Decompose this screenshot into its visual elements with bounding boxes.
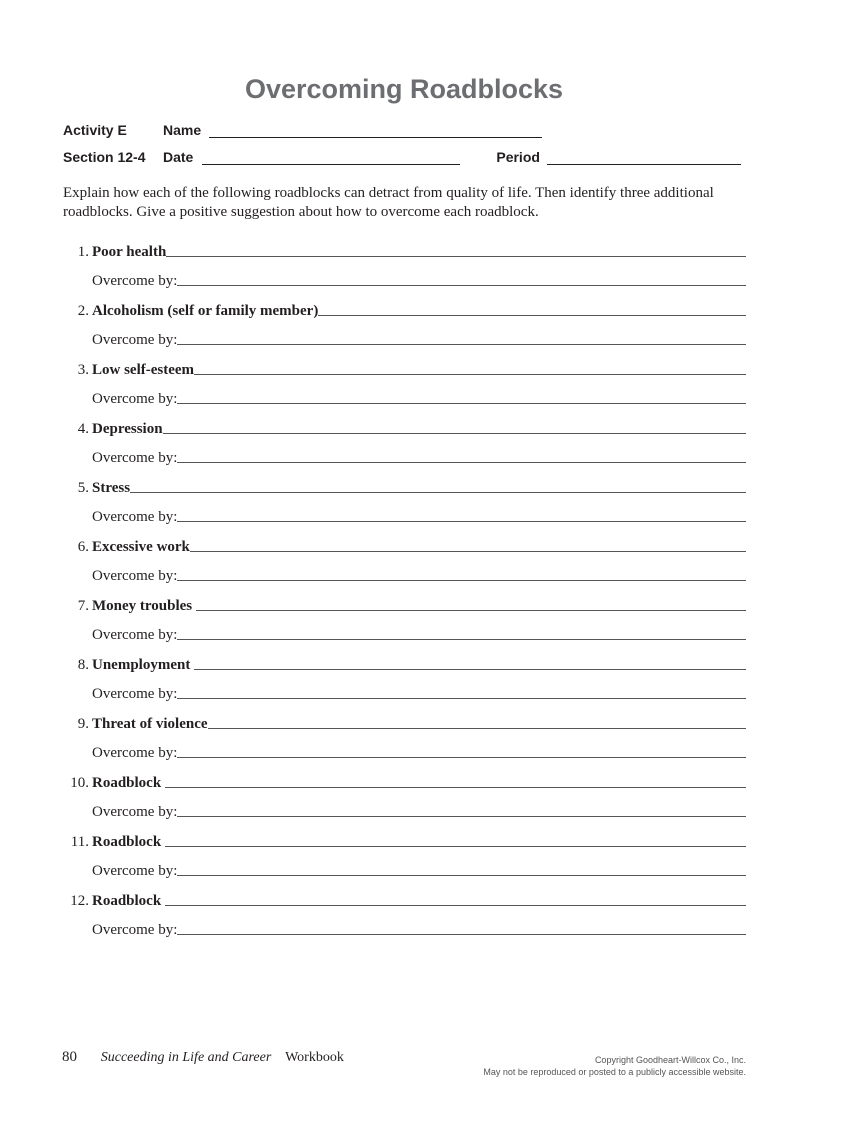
overcome-label: Overcome by: [92,509,178,525]
overcome-answer-line[interactable] [177,757,746,758]
overcome-label: Overcome by: [92,450,178,466]
roadblock-label: Poor health [92,243,167,260]
item-number: 10. [70,774,89,791]
overcome-row [63,674,746,704]
roadblock-answer-line[interactable] [194,374,746,375]
overcome-answer-line[interactable] [177,285,746,286]
roadblock-label: Unemployment [92,656,195,673]
roadblock-item [63,526,746,556]
overcome-label: Overcome by: [92,863,178,879]
roadblock-item [63,231,746,261]
roadblock-label: Money troubles [92,597,196,614]
item-number: 5. [77,479,89,496]
item-number: 2. [77,302,89,319]
roadblock-item [63,290,746,320]
roadblock-item [63,349,746,379]
roadblock-item [63,585,746,615]
roadblock-answer-line[interactable] [208,728,746,729]
roadblock-answer-line[interactable] [165,787,746,788]
overcome-label: Overcome by: [92,568,178,584]
overcome-label: Overcome by: [92,804,178,820]
overcome-answer-line[interactable] [177,816,746,817]
overcome-row [63,438,746,468]
overcome-row [63,261,746,291]
overcome-label: Overcome by: [92,391,178,407]
overcome-label: Overcome by: [92,686,178,702]
workbook-label: Workbook [285,1050,344,1065]
item-number: 11. [70,833,89,850]
roadblock-item [63,703,746,733]
item-number: 3. [77,361,89,378]
overcome-row [63,792,746,822]
roadblock-label: Roadblock [92,774,165,791]
footer [62,1049,344,1066]
overcome-row [63,733,746,763]
overcome-row [63,379,746,409]
period-label: Period [496,149,540,165]
overcome-row [63,615,746,645]
overcome-label: Overcome by: [92,627,178,643]
roadblock-label: Roadblock [92,833,165,850]
roadblock-item [63,880,746,910]
roadblock-item [63,408,746,438]
roadblock-label: Alcoholism (self or family member) [92,302,319,319]
roadblock-answer-line[interactable] [165,905,746,906]
section-label: Section 12-4 [63,149,146,165]
roadblock-label: Excessive work [92,538,190,555]
copyright-notice: May not be reproduced or posted to a publicly accessible website. [483,1067,746,1077]
roadblock-answer-line[interactable] [165,846,746,847]
copyright [483,1054,746,1078]
roadblock-label: Depression [92,420,163,437]
overcome-row [63,497,746,527]
overcome-answer-line[interactable] [177,639,746,640]
item-number: 12. [70,892,89,909]
overcome-label: Overcome by: [92,922,178,938]
overcome-answer-line[interactable] [177,403,746,404]
item-number: 1. [77,243,89,260]
roadblock-label: Threat of violence [92,715,208,732]
date-label: Date [163,149,194,165]
overcome-row [63,910,746,940]
roadblock-answer-line[interactable] [318,315,746,316]
roadblock-list [63,231,746,939]
overcome-label: Overcome by: [92,273,178,289]
copyright-text: Copyright Goodheart-Willcox Co., Inc. [594,1055,746,1065]
overcome-answer-line[interactable] [177,521,746,522]
overcome-answer-line[interactable] [177,875,746,876]
overcome-row [63,851,746,881]
name-label: Name [163,122,202,138]
overcome-answer-line[interactable] [177,934,746,935]
overcome-answer-line[interactable] [177,462,746,463]
roadblock-answer-line[interactable] [196,610,746,611]
roadblock-item [63,467,746,497]
roadblock-item [63,644,746,674]
item-number: 8. [77,656,89,673]
item-number: 9. [77,715,89,732]
header-row-1 [63,122,542,138]
name-field[interactable] [209,123,542,138]
overcome-answer-line[interactable] [177,580,746,581]
roadblock-item [63,821,746,851]
book-title: Succeeding in Life and Career [100,1050,272,1065]
overcome-row [63,556,746,586]
roadblock-item [63,762,746,792]
roadblock-answer-line[interactable] [166,256,746,257]
overcome-label: Overcome by: [92,745,178,761]
roadblock-answer-line[interactable] [130,492,746,493]
date-field[interactable] [202,150,460,165]
overcome-row [63,320,746,350]
overcome-answer-line[interactable] [177,344,746,345]
roadblock-answer-line[interactable] [163,433,746,434]
overcome-label: Overcome by: [92,332,178,348]
instructions: Explain how each of the following roadblocks can detract from quality of life. Then identify three additional roadblocks. Give a positive suggestion about how to overcome each roadblock. [63,185,714,220]
page-title: Overcoming Roadblocks [244,74,564,104]
item-number: 4. [77,420,89,437]
roadblock-label: Stress [92,479,131,496]
item-number: 6. [77,538,89,555]
roadblock-answer-line[interactable] [190,551,746,552]
roadblock-label: Roadblock [92,892,165,909]
roadblock-label: Low self-esteem [92,361,195,378]
activity-label: Activity E [63,122,127,138]
roadblock-answer-line[interactable] [194,669,746,670]
page-number: 80 [62,1049,77,1065]
header-row-2 [63,149,741,165]
period-field[interactable] [547,150,741,165]
item-number: 7. [77,597,89,614]
overcome-answer-line[interactable] [177,698,746,699]
